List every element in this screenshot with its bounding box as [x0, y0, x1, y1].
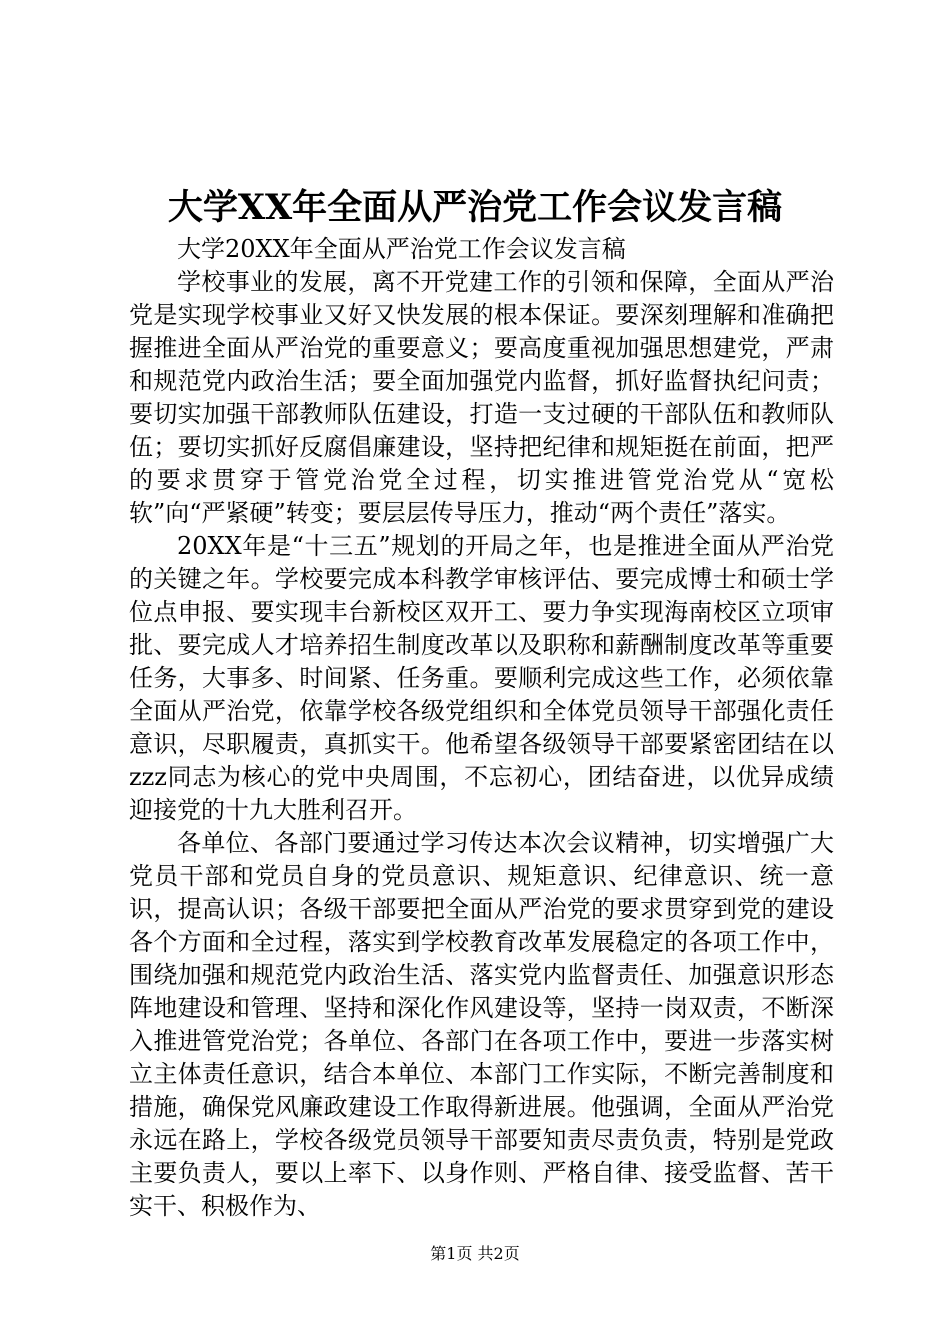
document-body: [129, 233, 834, 1223]
page-footer: 第1页 共2页: [430, 1244, 520, 1263]
paragraph-1: 学校事业的发展，离不开党建工作的引领和保障，全面从严治党是实现学校事业又好又快发展的根本保证。要深刻理解和准确把握推进全面从严治党的重要意义；要高度重视加强思想建党，严肃和规范党内政治生活；要全面加强党内监督，抓好监督执纪问责；要切实加强干部教师队伍建设，打造一支过硬的干部队伍和教师队伍；要切实抓好反腐倡廉建设，坚持把纪律和规矩挺在前面，把严的要求贯穿于管党治党全过程，切实推进管党治党从“宽松软”向“严紧硬”转变；要层层传导压力，推动“两个责任”落实。: [129, 268, 834, 527]
document-subtitle: 大学20XX年全面从严治党工作会议发言稿: [177, 235, 626, 263]
paragraph-2: 20XX年是“十三五”规划的开局之年，也是推进全面从严治党的关键之年。学校要完成本科教学审核评估、要完成博士和硕士学位点申报、要实现丰台新校区双开工、要力争实现海南校区立项审批、要完成人才培养招生制度改革以及职称和薪酬制度改革等重要任务，大事多、时间紧、任务重。要顺利完成这些工作，必须依靠全面从严治党，依靠学校各级党组织和全体党员领导干部强化责任意识，尽职履责，真抓实干。他希望各级领导干部要紧密团结在以zzz同志为核心的党中央周围，不忘初心，团结奋进，以优异成绩迎接党的十九大胜利召开。: [129, 532, 834, 824]
document-title: 大学XX年全面从严治党工作会议发言稿: [167, 187, 783, 228]
paragraph-3: 各单位、各部门要通过学习传达本次会议精神，切实增强广大党员干部和党员自身的党员意识、规矩意识、纪律意识、统一意识，提高认识；各级干部要把全面从严治党的要求贯穿到党的建设各个方面和全过程，落实到学校教育改革发展稳定的各项工作中，围绕加强和规范党内政治生活、落实党内监督责任、加强意识形态阵地建设和管理、坚持和深化作风建设等，坚持一岗双责，不断深入推进管党治党；各单位、各部门在各项工作中，要进一步落实树立主体责任意识，结合本单位、本部门工作实际，不断完善制度和措施，确保党风廉政建设工作取得新进展。他强调，全面从严治党永远在路上，学校各级党员领导干部要知责尽责负责，特别是党政主要负责人，要以上率下、以身作则、严格自律、接受监督、苦干实干、积极作为、: [129, 829, 834, 1220]
